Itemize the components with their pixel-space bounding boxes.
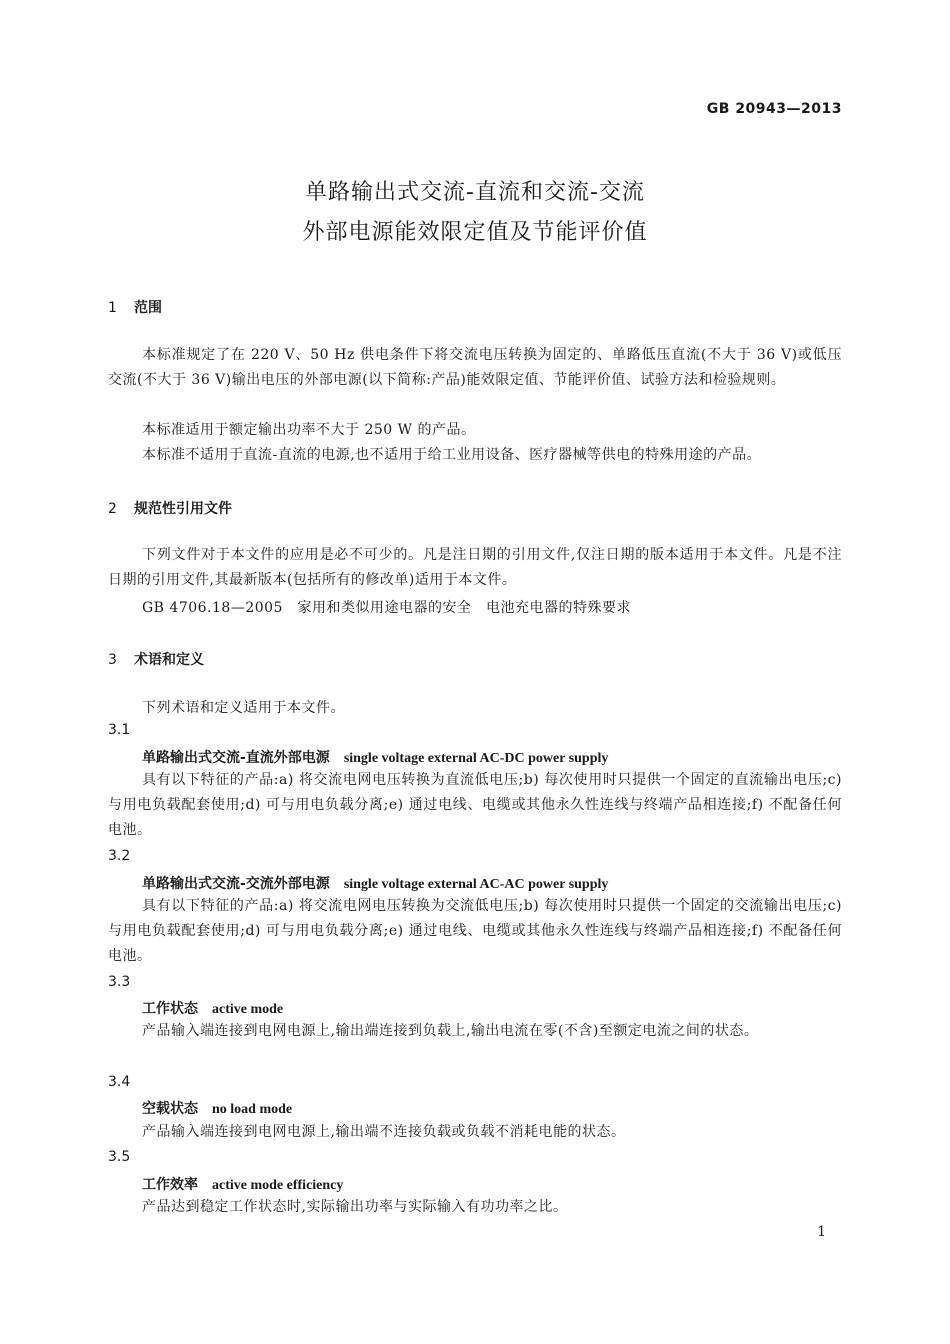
title-line-2: 外部电源能效限定值及节能评价值 — [302, 220, 648, 245]
term-3-1 — [142, 747, 608, 767]
term-3-5 — [142, 1174, 343, 1194]
clause-number-3-5: 3.5 — [108, 1149, 131, 1165]
page-number: 1 — [817, 1224, 826, 1240]
definition-3-4: 产品输入端连接到电网电源上,输出端不连接负载或负载不消耗电能的状态。 — [142, 1124, 626, 1140]
definition-3-3: 产品输入端连接到电网电源上,输出端连接到负载上,输出电流在零(不含)至额定电流之间的状态。 — [142, 1023, 759, 1039]
section-number: 3 — [108, 652, 117, 668]
section-3-heading — [108, 649, 204, 669]
section-2-heading — [108, 498, 232, 518]
term-chinese: 空载状态 — [142, 1101, 198, 1117]
term-3-4 — [142, 1098, 292, 1118]
term-3-3 — [142, 998, 283, 1018]
clause-number-3-2: 3.2 — [108, 848, 131, 864]
section-2-paragraph-1: 下列文件对于本文件的应用是必不可少的。凡是注日期的引用文件,仅注日期的版本适用于本文件。凡是不注日期的引用文件,其最新版本(包括所有的修改单)适用于本文件。 — [108, 547, 842, 588]
section-number: 1 — [108, 300, 117, 316]
title-line-1: 单路输出式交流-直流和交流-交流 — [305, 180, 645, 205]
section-title: 规范性引用文件 — [134, 501, 232, 517]
term-english: no load mode — [212, 1102, 293, 1117]
term-chinese: 单路输出式交流-交流外部电源 — [142, 876, 330, 892]
section-number: 2 — [108, 501, 117, 517]
section-1-paragraph-2: 本标准适用于额定输出功率不大于 250 W 的产品。 — [142, 422, 476, 438]
section-3-intro: 下列术语和定义适用于本文件。 — [142, 700, 345, 716]
section-title: 术语和定义 — [134, 652, 204, 668]
term-english: single voltage external AC-DC power supply — [343, 751, 609, 766]
term-chinese: 单路输出式交流-直流外部电源 — [142, 750, 330, 766]
section-title: 范围 — [134, 300, 162, 316]
term-english: active mode — [212, 1002, 284, 1017]
term-3-2 — [142, 873, 608, 893]
section-1-paragraph-1: 本标准规定了在 220 V、50 Hz 供电条件下将交流电压转换为固定的、单路低压直流(不大于 36 V)或低压交流(不大于 36 V)输出电压的外部电源(以下简称:产品)能效限定值、节能评价值、试验方法和检验规则。 — [108, 347, 842, 388]
term-chinese: 工作状态 — [142, 1001, 198, 1017]
clause-number-3-3: 3.3 — [108, 974, 131, 990]
document-id-header: GB 20943—2013 — [706, 101, 842, 117]
term-english: active mode efficiency — [212, 1178, 344, 1193]
term-chinese: 工作效率 — [142, 1177, 198, 1193]
normative-reference: GB 4706.18—2005 家用和类似用途电器的安全 电池充电器的特殊要求 — [142, 600, 631, 616]
definition-3-2: 具有以下特征的产品:a) 将交流电网电压转换为交流低电压;b) 每次使用时只提供一个固定的交流输出电压;c) 与用电负载配套使用;d) 可与用电负载分离;e) 通过电线、电缆或其他永久性连线与终端产品相连接;f) 不配备任何电池。 — [108, 898, 842, 964]
section-1-paragraph-3: 本标准不适用于直流-直流的电源,也不适用于给工业用设备、医疗器械等供电的特殊用途的产品。 — [142, 447, 762, 463]
definition-3-1: 具有以下特征的产品:a) 将交流电网电压转换为直流低电压;b) 每次使用时只提供一个固定的直流输出电压;c) 与用电负载配套使用;d) 可与用电负载分离;e) 通过电线、电缆或其他永久性连线与终端产品相连接;f) 不配备任何电池。 — [108, 772, 842, 838]
clause-number-3-1: 3.1 — [108, 722, 131, 738]
term-english: single voltage external AC-AC power supply — [343, 877, 609, 892]
definition-3-5: 产品达到稳定工作状态时,实际输出功率与实际输入有功功率之比。 — [142, 1199, 568, 1215]
clause-number-3-4: 3.4 — [108, 1074, 131, 1090]
section-1-heading — [108, 297, 162, 317]
